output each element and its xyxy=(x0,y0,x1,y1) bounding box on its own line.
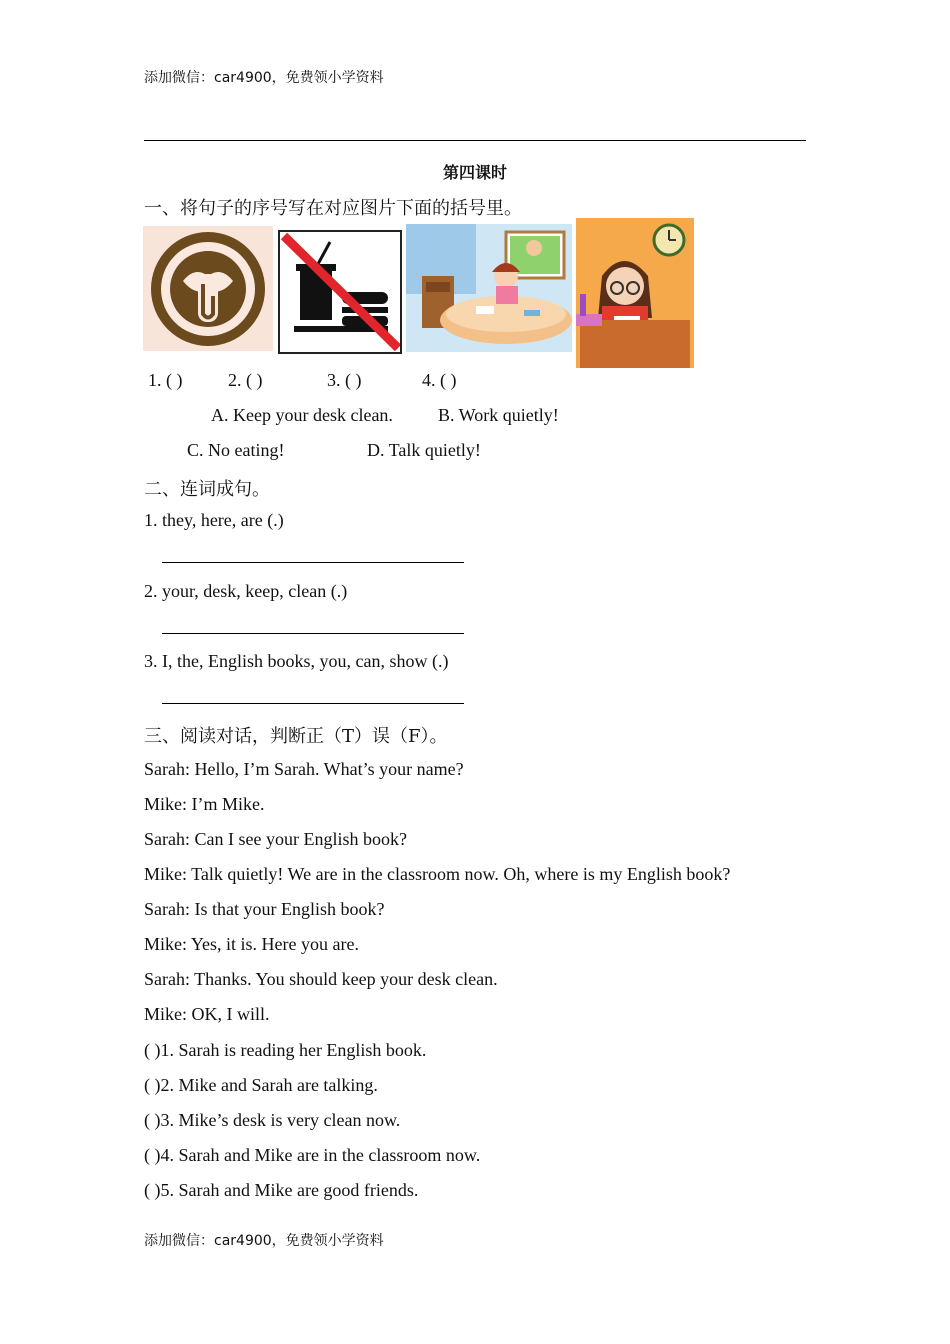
option-c: C. No eating! xyxy=(187,440,285,460)
statement-3[interactable]: ( )3. Mike’s desk is very clean now. xyxy=(144,1110,401,1130)
answer-line-1[interactable] xyxy=(162,562,464,563)
answer-line-3[interactable] xyxy=(162,703,464,704)
statement-5[interactable]: ( )5. Sarah and Mike are good friends. xyxy=(144,1180,419,1200)
dialogue-line-4: Mike: Talk quietly! We are in the classroom now. Oh, where is my English book? xyxy=(144,864,731,884)
dialogue-line-5: Sarah: Is that your English book? xyxy=(144,899,385,919)
option-d: D. Talk quietly! xyxy=(367,440,481,460)
section1-heading: 一、将句子的序号写在对应图片下面的括号里。 xyxy=(144,198,522,219)
messy-desk-image xyxy=(406,224,572,352)
dialogue-line-7: Sarah: Thanks. You should keep your desk clean. xyxy=(144,969,498,989)
footer-watermark: 添加微信：car4900，免费领小学资料 xyxy=(144,1233,384,1249)
sentence-item-3: 3. I, the, English books, you, can, show (.) xyxy=(144,651,449,671)
header-watermark: 添加微信：car4900，免费领小学资料 xyxy=(144,70,384,86)
statement-4[interactable]: ( )4. Sarah and Mike are in the classroom now. xyxy=(144,1145,481,1165)
answer-line-2[interactable] xyxy=(162,633,464,634)
option-a: A. Keep your desk clean. xyxy=(211,405,393,425)
dialogue-line-8: Mike: OK, I will. xyxy=(144,1004,270,1024)
blank-4[interactable]: 4. ( ) xyxy=(422,370,457,390)
section2-heading: 二、连词成句。 xyxy=(144,479,270,500)
girl-working-image xyxy=(576,218,694,368)
blank-3[interactable]: 3. ( ) xyxy=(327,370,362,390)
page-title: 第四课时 xyxy=(442,163,507,182)
header-rule xyxy=(144,140,806,141)
dialogue-line-3: Sarah: Can I see your English book? xyxy=(144,829,407,849)
blank-2[interactable]: 2. ( ) xyxy=(228,370,263,390)
sentence-item-2: 2. your, desk, keep, clean (.) xyxy=(144,581,348,601)
dialogue-line-6: Mike: Yes, it is. Here you are. xyxy=(144,934,359,954)
blank-1[interactable]: 1. ( ) xyxy=(148,370,183,390)
section3-heading: 三、阅读对话，判断正（T）误（F）。 xyxy=(144,726,448,747)
statement-1[interactable]: ( )1. Sarah is reading her English book. xyxy=(144,1040,427,1060)
talk-quietly-sign-image xyxy=(143,226,273,351)
option-b: B. Work quietly! xyxy=(438,405,559,425)
dialogue-line-2: Mike: I’m Mike. xyxy=(144,794,265,814)
statement-2[interactable]: ( )2. Mike and Sarah are talking. xyxy=(144,1075,378,1095)
sentence-item-1: 1. they, here, are (.) xyxy=(144,510,284,530)
no-eating-sign-image xyxy=(278,230,402,354)
dialogue-line-1: Sarah: Hello, I’m Sarah. What’s your name? xyxy=(144,759,464,779)
